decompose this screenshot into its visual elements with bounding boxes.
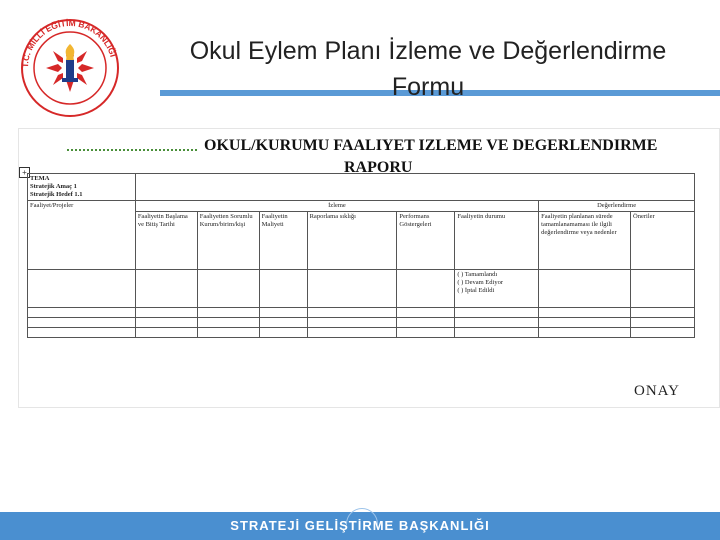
table-cell[interactable] <box>259 328 307 338</box>
col-header <box>197 212 259 270</box>
footer-text: STRATEJİ GELİŞTİRME BAŞKANLIĞI <box>230 518 490 533</box>
table-cell[interactable] <box>135 328 197 338</box>
izleme-label: İzleme <box>328 202 346 209</box>
col-header <box>539 212 631 270</box>
ministry-logo <box>10 6 130 122</box>
col-header <box>397 212 455 270</box>
col-header <box>455 212 539 270</box>
table-cell[interactable] <box>197 328 259 338</box>
raporlama-sikligi-label: Raporlama sıklığı <box>309 213 356 220</box>
table-row <box>28 174 695 201</box>
table-row <box>28 328 695 338</box>
table-cell[interactable] <box>455 308 539 318</box>
table-cell[interactable] <box>631 328 695 338</box>
faaliyet-header <box>28 201 136 270</box>
table-cell[interactable] <box>631 318 695 328</box>
report-title-line1: OKUL/KURUMU FAALIYET IZLEME VE DEGERLENDIRME <box>204 137 658 154</box>
tema-value-cell[interactable] <box>135 174 694 201</box>
table-cell[interactable] <box>135 270 197 308</box>
table-cell[interactable] <box>397 328 455 338</box>
report-table <box>27 173 695 338</box>
col-header <box>259 212 307 270</box>
status-option-ongoing[interactable]: ( ) Devam Ediyor <box>457 279 503 286</box>
table-cell[interactable] <box>631 270 695 308</box>
table-cell[interactable] <box>28 270 136 308</box>
table-cell[interactable] <box>539 328 631 338</box>
table-cell[interactable] <box>397 308 455 318</box>
col-header <box>135 212 197 270</box>
table-cell[interactable] <box>28 328 136 338</box>
performans-gostergeleri-label: Performans Göstergeleri <box>399 213 432 228</box>
table-cell[interactable] <box>307 308 397 318</box>
table-cell[interactable] <box>197 318 259 328</box>
table-cell[interactable] <box>259 318 307 328</box>
table-row <box>28 201 695 212</box>
table-cell[interactable] <box>307 270 397 308</box>
izleme-header <box>135 201 538 212</box>
faaliyet-durumu-label: Faaliyetin durumu <box>457 213 506 220</box>
table-cell[interactable] <box>197 308 259 318</box>
status-options-cell[interactable] <box>455 270 539 308</box>
stratejik-amac-label: Stratejik Amaç 1 <box>30 183 77 190</box>
tema-label: TEMA <box>30 175 50 182</box>
table-cell[interactable] <box>28 318 136 328</box>
baslama-tarihi-label: Faaliyetin Başlama ve Bitiş Tarihi <box>137 213 188 228</box>
table-cell[interactable] <box>259 308 307 318</box>
table-cell[interactable] <box>135 308 197 318</box>
table-cell[interactable] <box>539 318 631 328</box>
status-option-cancelled[interactable]: ( ) İptal Edildi <box>457 287 495 294</box>
onay-label: ONAY <box>634 383 680 399</box>
footer-arc-decoration <box>346 508 378 525</box>
col-header <box>307 212 397 270</box>
maliyet-label: Faaliyetin Maliyeti <box>261 213 288 228</box>
faaliyet-projeler-label: Faaliyet/Projeler <box>30 202 74 209</box>
report-title-line2: RAPORU <box>344 159 413 176</box>
tema-cell <box>28 174 136 201</box>
table-cell[interactable] <box>259 270 307 308</box>
degerlendirme-label: Değerlendirme <box>597 202 637 209</box>
table-move-handle-icon[interactable]: + <box>19 167 30 178</box>
oneriler-label: Öneriler <box>633 213 655 220</box>
table-cell[interactable] <box>539 270 631 308</box>
report-document-image <box>18 128 720 408</box>
degerlendirme-header <box>539 201 695 212</box>
table-cell[interactable] <box>397 270 455 308</box>
table-cell[interactable] <box>28 308 136 318</box>
logo-text: T.C. MİLLİ EĞİTİM BAKANLIĞI <box>19 17 119 69</box>
status-option-completed[interactable]: ( ) Tamamlandı <box>457 271 498 278</box>
table-cell[interactable] <box>455 328 539 338</box>
col-header <box>631 212 695 270</box>
table-cell[interactable] <box>307 328 397 338</box>
tamamlanamama-label: Faaliyetin planlanan sürede tamamlanamaması ile ilgili değerlendirme veya nedenler <box>541 213 617 236</box>
table-cell[interactable] <box>455 318 539 328</box>
dotted-underline <box>67 139 197 151</box>
table-row <box>28 270 695 308</box>
sorumlu-label: Faaliyetten Sorumlu Kurum/birim/kişi <box>199 213 253 228</box>
stratejik-hedef-label: Stratejik Hedef 1.1 <box>30 191 83 198</box>
table-row <box>28 308 695 318</box>
table-cell[interactable] <box>397 318 455 328</box>
table-cell[interactable] <box>539 308 631 318</box>
table-row <box>28 318 695 328</box>
table-cell[interactable] <box>631 308 695 318</box>
table-cell[interactable] <box>307 318 397 328</box>
table-cell[interactable] <box>197 270 259 308</box>
slide-title: Okul Eylem Planı İzleme ve Değerlendirme Formu <box>189 37 667 101</box>
table-cell[interactable] <box>135 318 197 328</box>
